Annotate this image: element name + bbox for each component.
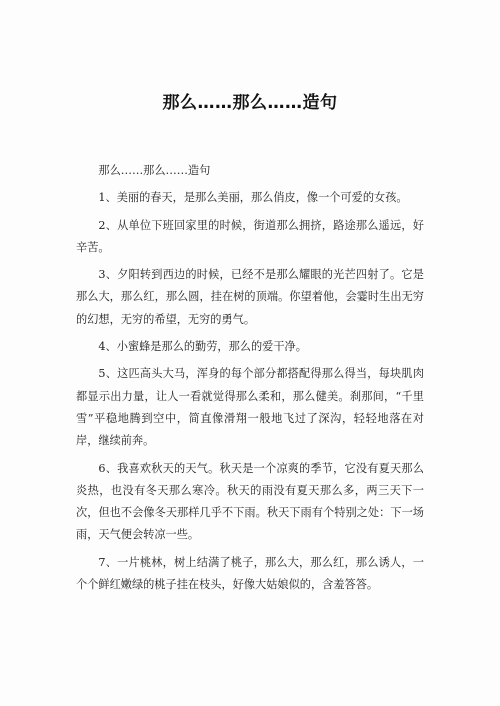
paragraph-7: 7、一片桃林，树上结满了桃子，那么大，那么红，那么诱人，一个个鲜红嫩绿的桃子挂在枝头，好像大姑娘似的，含羞答答。	[76, 555, 424, 592]
document-body	[76, 160, 424, 596]
page-title: 那么……那么……造句	[162, 93, 338, 113]
paragraph-4: 4、小蜜蜂是那么的勤劳，那么的爱干净。	[98, 340, 307, 354]
paragraph-5: 5、这匹高头大马，浑身的每个部分都搭配得那么得当，每块肌肉都显示出力量，让人一看就觉得那么柔和，那么健美。刹那间，“千里雪”平稳地腾到空中，简直像滑翔一般地飞过了深沟，轻轻地落在对岸，继续前奔。	[76, 367, 424, 448]
paragraph-1: 1、美丽的春天，是那么美丽，那么俏皮，像一个可爱的女孩。	[98, 191, 408, 205]
paragraph-3: 3、夕阳转到西边的时候，已经不是那么耀眼的光芒四射了。它是那么大，那么红，那么圆，挂在树的顶端。你望着他，会霎时生出无穷的幻想，无穷的希望，无穷的勇气。	[76, 268, 424, 326]
paragraph-6: 6、我喜欢秋天的天气。秋天是一个凉爽的季节，它没有夏天那么炎热，也没有冬天那么寒冷。秋天的雨没有夏天那么多，两三天下一次，但也不会像冬天那样几乎不下雨。秋天下雨有个特别之处：下一场雨，天气便会转凉一些。	[76, 461, 424, 542]
subtitle-line: 那么……那么……造句	[98, 164, 211, 177]
paragraph-2: 2、从单位下班回家里的时候，街道那么拥挤，路途那么遥远，好辛苦。	[76, 218, 424, 254]
